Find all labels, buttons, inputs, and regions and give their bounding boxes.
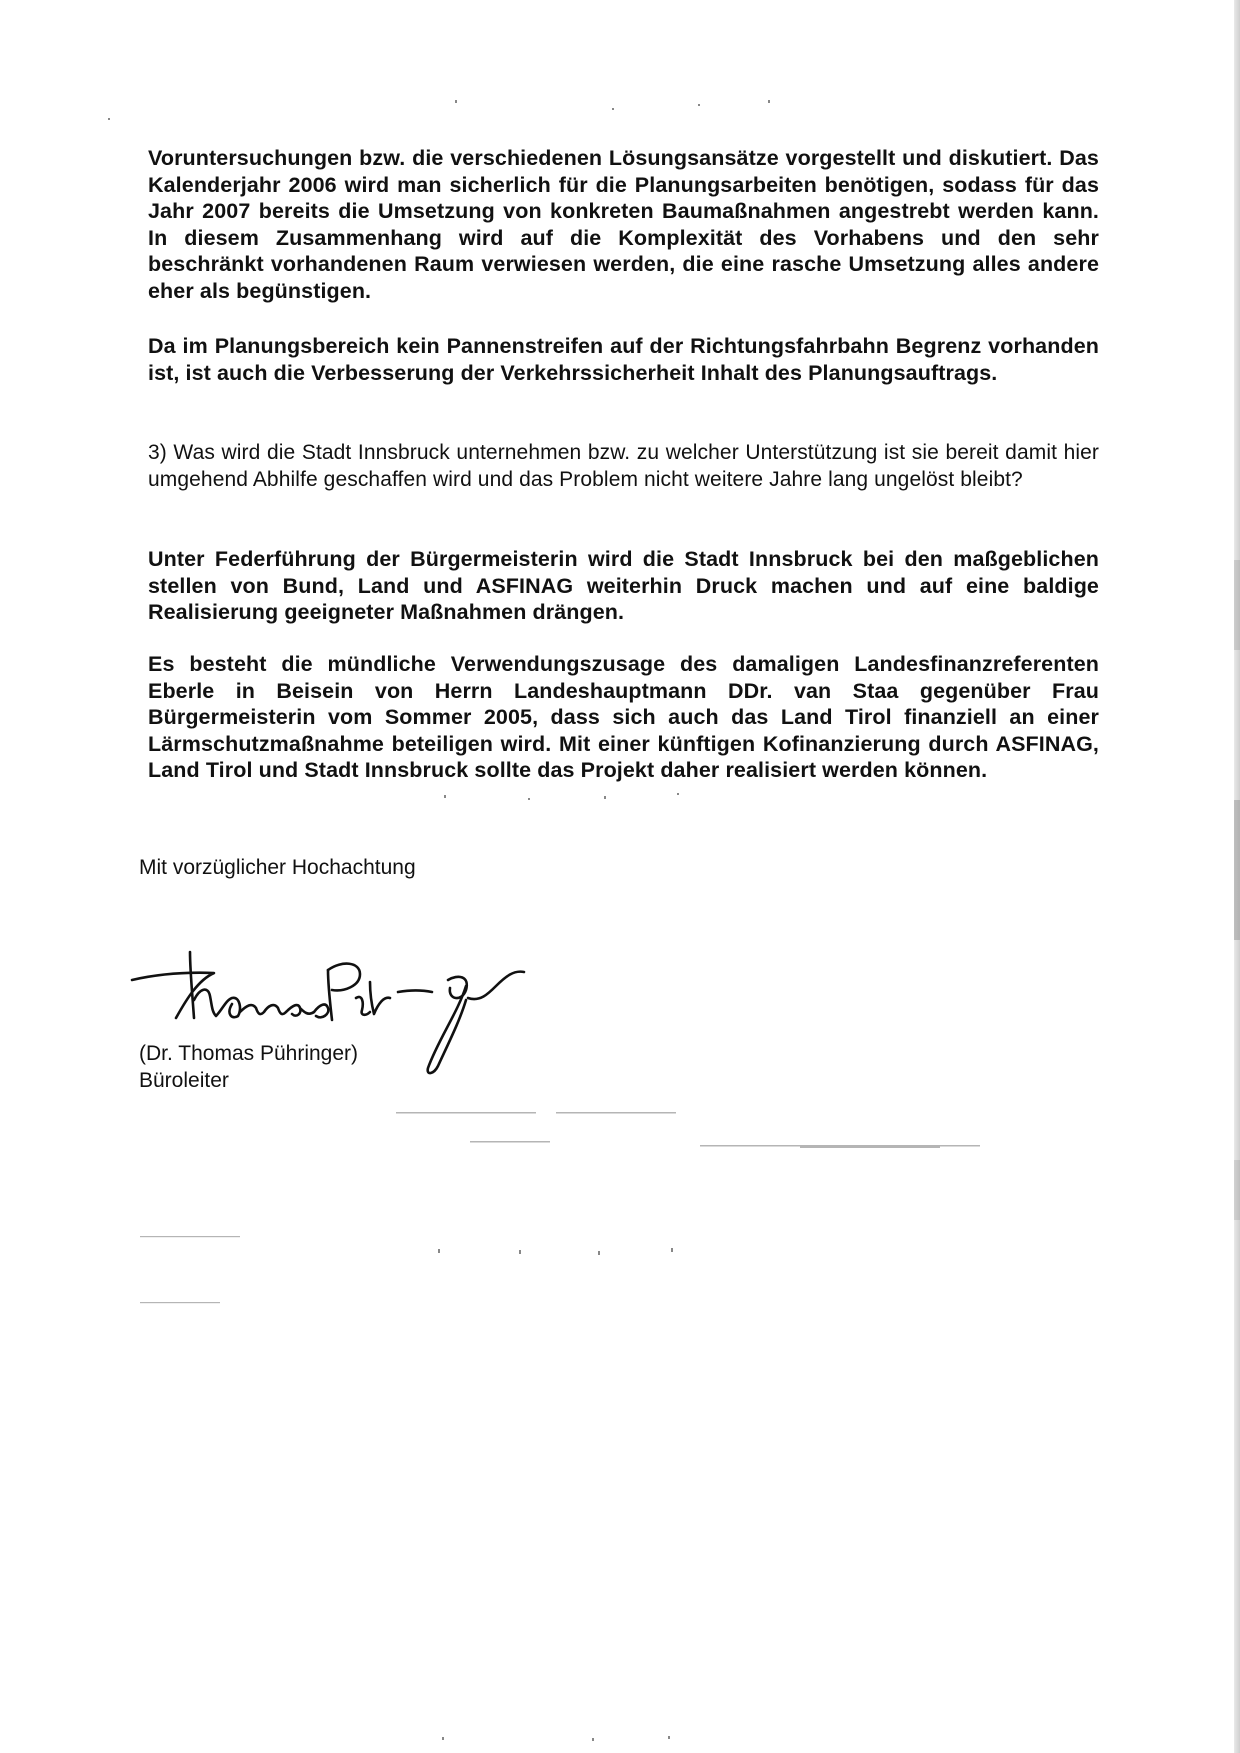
paragraph-city-response: Unter Federführung der Bürgermeisterin wird die Stadt Innsbruck bei den maßgeblichen stellen von Bund, Land und ASFINAG weiterhin Druck machen und auf eine baldige Realisierung geeigneter Maßnahmen drängen. — [148, 547, 1099, 625]
closing-salutation: Mit vorzüglicher Hochachtung — [139, 856, 416, 879]
signer-title: Büroleiter — [139, 1069, 229, 1092]
signer-name: (Dr. Thomas Pühringer) — [139, 1042, 359, 1065]
paragraph-financing: Es besteht die mündliche Verwendungszusage des damaligen Landesfinanzreferenten Eberle in Beisein von Herrn Landeshauptmann DDr. van Staa gegenüber Frau Bürgermeisterin vom Sommer 2005, dass sich auch das Land Tirol finanziell an einer Lärmschutzmaßnahme beteiligen wird. Mit einer künftigen Kofinanzierung durch ASFINAG, Land Tirol und Stadt Innsbruck sollte das Projekt daher realisiert werden können. — [148, 652, 1099, 783]
paragraph-question-3: 3) Was wird die Stadt Innsbruck unternehmen bzw. zu welcher Unterstützung ist sie bereit damit hier umgehend Abhilfe geschaffen wird und das Problem nicht weitere Jahre lang ungelöst bleibt? — [148, 441, 1099, 491]
paragraph-planning-timeline: Voruntersuchungen bzw. die verschiedenen Lösungsansätze vorgestellt und diskutiert. Das Kalenderjahr 2006 wird man sicherlich für die Planungsarbeiten benötigen, sodass für das Jahr 2007 bereits die Umsetzung von konkreten Baumaßnahmen angestrebt werden kann. In diesem Zusammenhang wird auf die Komplexität des Vorhabens und den sehr beschränkt vorhandenen Raum verwiesen werden, die eine rasche Umsetzung alles andere eher als begünstigen. — [148, 146, 1099, 303]
paragraph-traffic-safety: Da im Planungsbereich kein Pannenstreifen auf der Richtungsfahrbahn Begrenz vorhanden ist, ist auch die Verbesserung der Verkehrssicherheit Inhalt des Planungsauftrags. — [148, 334, 1099, 385]
